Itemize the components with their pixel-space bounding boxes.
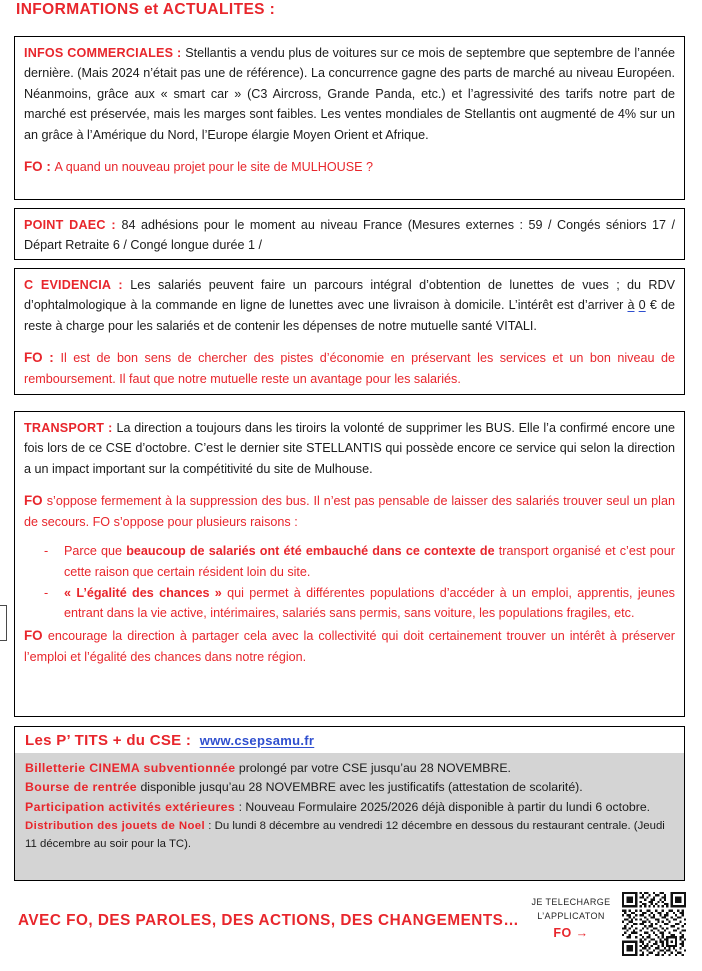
list-item xyxy=(24,583,675,624)
c-evidencia-underline-zero: 0 xyxy=(638,298,646,313)
download-app-callout xyxy=(525,896,617,940)
transport-reasons-list xyxy=(24,541,675,624)
transport-paragraph xyxy=(24,418,675,479)
ptits-heading-separator: : xyxy=(181,732,196,749)
ptits-items xyxy=(15,753,684,859)
list-item xyxy=(25,759,674,778)
ptits-header xyxy=(15,727,684,753)
bullet-bold: « L’égalité des chances » xyxy=(64,586,222,601)
fo-closing-text: encourage la direction à partager cela avec la collectivité qui doit certainement trouver un intérêt à préserver l’emploi et l’égalité des chances dans notre région. xyxy=(24,628,675,664)
ptits-item-label: Billetterie CINEMA subventionnée xyxy=(25,761,236,775)
section-ptits-cse xyxy=(14,726,685,881)
c-evidencia-body-part2: € de reste à charge pour les salariés et de contenir les dépenses de notre mutuelle santé VITALI. xyxy=(24,298,676,333)
c-evidencia-body-part1: Les salariés peuvent faire un parcours intégral d’obtention de lunettes de vues ; du RDV d’ophtalmologique à la commande en ligne de lunettes avec une livraison à domicile. L’intérêt est d’arriver xyxy=(24,278,676,313)
infos-commerciales-paragraph xyxy=(24,43,675,145)
c-evidencia-lead: C EVIDENCIA xyxy=(24,278,111,292)
ptits-item-label: Distribution des jouets de Noel xyxy=(25,820,206,833)
list-item xyxy=(24,541,675,582)
download-line-2: L’APPLICATON xyxy=(537,910,605,921)
c-evidencia-fo-paragraph xyxy=(24,347,675,389)
fo-label: FO : xyxy=(24,158,55,174)
infos-commerciales-separator: : xyxy=(173,46,186,60)
transport-body: La direction a toujours dans les tiroirs la volonté de supprimer les BUS. Elle l’a confirmé encore une fois lors de ce CSE d’octobre. C’est le dernier site STELLANTIS qui possède encore ce service qui selon la direction a un impact important sur la compétitivité du site de Mulhouse. xyxy=(24,421,675,476)
list-item xyxy=(25,778,674,797)
infos-commerciales-body: Stellantis a vendu plus de voitures sur ce mois de septembre que septembre de l’année dernière. (Mais 2024 n’était pas une de référence). La concurrence gagne des parts de marché au niveau Européen. Néanmoins, grâce aux « smart car » (C3 Aircross, Grande Panda, etc.) et l’agressivité des tarifs notre part de marché est préservée, mais les marges sont faibles. Les ventes mondiales de Stellantis ont augmenté de 4% sur un an grâce à l’Amérique du Nord, l’Europe élargie Moyen Orient et Afrique. xyxy=(24,46,675,142)
infos-commerciales-fo-paragraph xyxy=(24,156,675,178)
ptits-heading: Les P’ TITS + du CSE xyxy=(25,732,182,749)
c-evidencia-underline-a: à xyxy=(627,298,635,313)
ptits-item-text: prolongé par votre CSE jusqu’au 28 NOVEMBRE. xyxy=(235,761,511,775)
point-daec-body: 84 adhésions pour le moment au niveau France (Mesures externes : 59 / Congés séniors 17 / Départ Retraite 6 / Congé longue durée 1 / xyxy=(24,218,675,253)
c-evidencia-separator: : xyxy=(110,278,131,292)
section-point-daec xyxy=(14,208,685,260)
scan-artifact xyxy=(0,605,7,641)
section-infos-commerciales xyxy=(14,36,685,200)
cse-website-link[interactable]: www.csepsamu.fr xyxy=(199,733,315,748)
bullet-post: transport organisé et c’est pour cette raison que certain résident loin du site. xyxy=(64,544,675,579)
ptits-item-text: disponible jusqu’au 28 NOVEMBRE avec les justificatifs (attestation de scolarité). xyxy=(137,780,583,795)
section-transport xyxy=(14,411,685,717)
fo-statement: Il est de bon sens de chercher des pistes d’économie en préservant les services et un bon niveau de remboursement. Il faut que notre mutuelle reste un avantage pour les salariés. xyxy=(24,351,675,386)
page-title: INFORMATIONS et ACTUALITES : xyxy=(16,1,276,18)
bullet-pre: Parce que xyxy=(64,544,127,559)
download-line-3: FO → xyxy=(553,926,589,940)
section-c-evidencia xyxy=(14,268,685,395)
qr-code-icon xyxy=(622,892,686,956)
download-line-1: JE TELECHARGE xyxy=(531,897,611,907)
c-evidencia-paragraph xyxy=(24,275,675,336)
fo-label: FO xyxy=(24,493,47,509)
bullet-dash-icon: - xyxy=(44,544,49,559)
bullet-post: qui permet à différentes populations d’accéder à un emploi, apprentis, jeunes entrant dans la vie active, intérimaires, salariés sans permis, sans voiture, les populations fragiles, etc. xyxy=(64,586,675,621)
fo-question: A quand un nouveau projet pour le site de MULHOUSE ? xyxy=(54,159,374,174)
bullet-bold: beaucoup de salariés ont été embauché dans ce contexte de xyxy=(126,544,495,559)
transport-separator: : xyxy=(104,421,117,435)
ptits-item-label: Bourse de rentrée xyxy=(25,780,138,795)
fo-label: FO : xyxy=(24,350,61,366)
fo-opposition-text: s’oppose fermement à la suppression des bus. Il n’est pas pensable de laisser des salariés trouver seul un plan de secours. FO s’oppose pour plusieurs raisons : xyxy=(24,494,675,529)
point-daec-separator: : xyxy=(105,218,122,232)
list-item xyxy=(25,798,674,817)
point-daec-lead: POINT DAEC xyxy=(24,218,106,232)
infos-commerciales-lead: INFOS COMMERCIALES xyxy=(24,46,174,60)
list-item xyxy=(25,817,674,853)
ptits-item-text: : Du lundi 8 décembre au vendredi 12 décembre en dessous du restaurant centrale. (Jeudi 11 décembre au soir pour la TC). xyxy=(25,820,665,851)
footer-slogan: AVEC FO, DES PAROLES, DES ACTIONS, DES CHANGEMENTS… xyxy=(18,912,520,929)
ptits-item-text: : Nouveau Formulaire 2025/2026 déjà disponible à partir du lundi 6 octobre. xyxy=(235,799,651,814)
qr-code[interactable] xyxy=(619,889,689,959)
transport-fo-paragraph xyxy=(24,490,675,532)
fo-label: FO xyxy=(24,627,48,643)
point-daec-paragraph xyxy=(24,215,675,256)
ptits-item-label: Participation activités extérieures xyxy=(25,799,236,814)
transport-lead: TRANSPORT xyxy=(24,421,105,435)
transport-closing-paragraph xyxy=(24,625,675,667)
bullet-dash-icon: - xyxy=(44,586,49,601)
